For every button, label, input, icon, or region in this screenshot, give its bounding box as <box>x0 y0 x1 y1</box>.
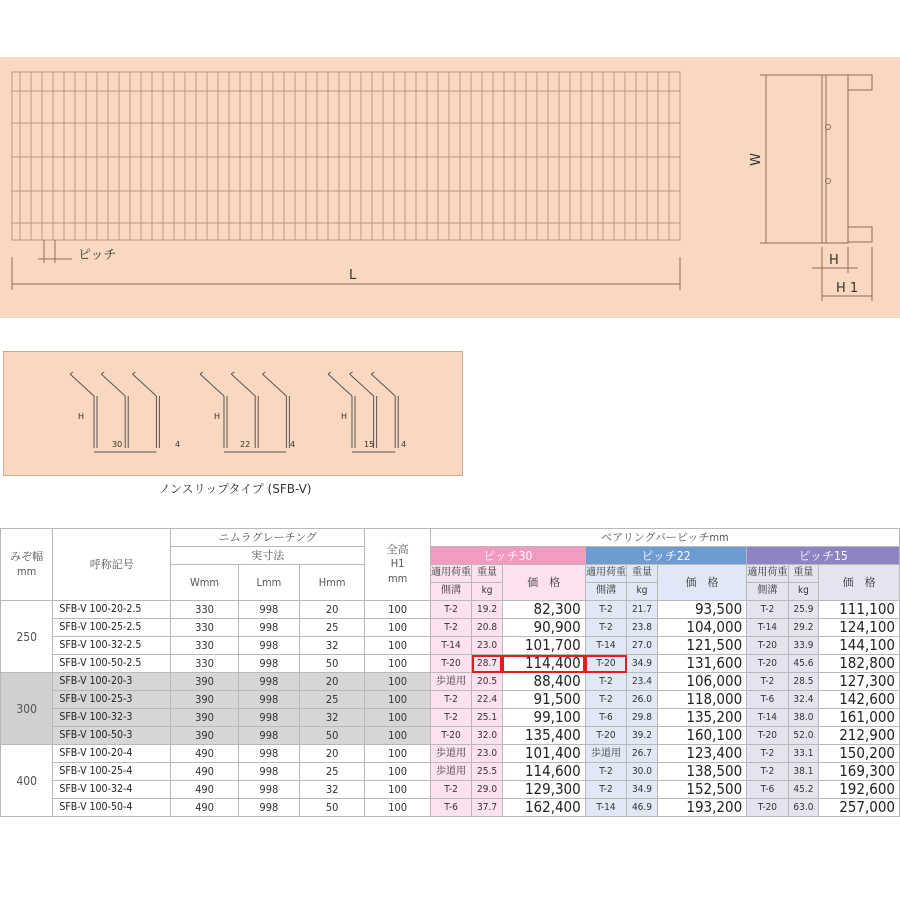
table-row <box>1 673 900 691</box>
weight-cell: 34.9 <box>627 655 658 673</box>
price-cell: 124,100 <box>819 619 900 637</box>
thick-2: 4 <box>290 440 296 449</box>
nml-header: ニムラグレーチング <box>171 529 365 547</box>
table-cell: 50 <box>299 799 364 817</box>
load-cell: T-2 <box>585 673 626 691</box>
load-cell: T-20 <box>747 655 788 673</box>
model-cell: SFB-V 100-50-2.5 <box>53 655 171 673</box>
load-cell: T-2 <box>430 781 471 799</box>
bearing-bar-cross-section <box>4 352 462 475</box>
weight-header: 重量 <box>788 565 819 583</box>
table-cell: 32 <box>299 637 364 655</box>
table-row <box>1 601 900 619</box>
table-cell: 998 <box>238 799 299 817</box>
h-mark-2: H <box>214 412 221 421</box>
dim-22: 22 <box>240 440 251 449</box>
table-cell: 998 <box>238 637 299 655</box>
weight-cell: 34.9 <box>627 781 658 799</box>
table-cell: 100 <box>365 691 430 709</box>
model-cell: SFB-V 100-20-4 <box>53 745 171 763</box>
load-cell: T-2 <box>747 601 788 619</box>
weight-cell: 22.4 <box>472 691 503 709</box>
pitch15-header: ピッチ15 <box>747 547 900 565</box>
price-cell: 114,600 <box>502 763 585 781</box>
grating-plan-drawing <box>0 57 900 318</box>
load-cell: T-2 <box>747 745 788 763</box>
price-cell: 91,500 <box>502 691 585 709</box>
load-cell: 歩道用 <box>430 673 471 691</box>
load-cell: T-14 <box>430 637 471 655</box>
weight-cell: 29.8 <box>627 709 658 727</box>
price-cell: 169,300 <box>819 763 900 781</box>
load-cell: 歩道用 <box>430 763 471 781</box>
table-cell: 998 <box>238 601 299 619</box>
table-cell: 100 <box>365 619 430 637</box>
model-cell: SFB-V 100-32-3 <box>53 709 171 727</box>
kg-header: kg <box>472 583 503 601</box>
price-cell: 123,400 <box>657 745 746 763</box>
table-row <box>1 763 900 781</box>
table-row <box>1 709 900 727</box>
h1-label: H 1 <box>836 281 859 296</box>
weight-header: 重量 <box>627 565 658 583</box>
load-header: 適用荷重 <box>585 565 626 583</box>
load-cell: T-2 <box>585 781 626 799</box>
load-cell: T-20 <box>747 727 788 745</box>
price-cell: 93,500 <box>657 601 746 619</box>
table-cell: 100 <box>365 781 430 799</box>
price-cell: 212,900 <box>819 727 900 745</box>
width-group-cell: 300 <box>1 673 53 745</box>
weight-cell: 26.0 <box>627 691 658 709</box>
width-label: W <box>748 153 764 166</box>
table-cell: 100 <box>365 727 430 745</box>
table-cell: 998 <box>238 673 299 691</box>
price-cell: 152,500 <box>657 781 746 799</box>
weight-cell: 23.8 <box>627 619 658 637</box>
side-header: 側溝 <box>430 583 471 601</box>
price-cell: 88,400 <box>502 673 585 691</box>
top-drawing-panel <box>0 57 900 318</box>
model-cell: SFB-V 100-25-3 <box>53 691 171 709</box>
table-row <box>1 691 900 709</box>
table-cell: 998 <box>238 781 299 799</box>
load-cell: T-6 <box>585 709 626 727</box>
price-cell: 82,300 <box>502 601 585 619</box>
price-cell: 257,000 <box>819 799 900 817</box>
price-cell: 129,300 <box>502 781 585 799</box>
weight-cell: 28.7 <box>472 655 503 673</box>
price-cell: 144,100 <box>819 637 900 655</box>
table-cell: 20 <box>299 673 364 691</box>
weight-cell: 21.7 <box>627 601 658 619</box>
weight-cell: 32.0 <box>472 727 503 745</box>
load-cell: T-14 <box>585 799 626 817</box>
price-cell: 138,500 <box>657 763 746 781</box>
price-cell: 193,200 <box>657 799 746 817</box>
weight-cell: 23.4 <box>627 673 658 691</box>
weight-cell: 20.5 <box>472 673 503 691</box>
price-cell: 161,000 <box>819 709 900 727</box>
price-cell: 106,000 <box>657 673 746 691</box>
table-row <box>1 781 900 799</box>
price-cell: 160,100 <box>657 727 746 745</box>
weight-cell: 23.0 <box>472 745 503 763</box>
weight-cell: 63.0 <box>788 799 819 817</box>
table-cell: 390 <box>171 691 239 709</box>
table-cell: 998 <box>238 727 299 745</box>
table-cell: 998 <box>238 709 299 727</box>
table-cell: 100 <box>365 763 430 781</box>
load-cell: T-20 <box>430 727 471 745</box>
load-cell: T-2 <box>430 709 471 727</box>
pitch22-header: ピッチ22 <box>585 547 746 565</box>
table-cell: 490 <box>171 799 239 817</box>
price-cell: 127,300 <box>819 673 900 691</box>
price-cell: 99,100 <box>502 709 585 727</box>
price-header: 価 格 <box>657 565 746 601</box>
table-cell: 998 <box>238 763 299 781</box>
side-header: 側溝 <box>585 583 626 601</box>
weight-header: 重量 <box>472 565 503 583</box>
weight-cell: 38.0 <box>788 709 819 727</box>
weight-cell: 28.5 <box>788 673 819 691</box>
price-cell: 135,400 <box>502 727 585 745</box>
dim-30: 30 <box>112 440 123 449</box>
col-h-header: Hmm <box>299 565 364 601</box>
load-cell: T-2 <box>430 619 471 637</box>
table-cell: 20 <box>299 601 364 619</box>
price-cell: 131,600 <box>657 655 746 673</box>
table-cell: 32 <box>299 709 364 727</box>
width-group-cell: 250 <box>1 601 53 673</box>
load-cell: T-2 <box>585 763 626 781</box>
load-cell: T-2 <box>585 619 626 637</box>
load-cell: T-2 <box>585 601 626 619</box>
table-cell: 100 <box>365 655 430 673</box>
load-cell: T-20 <box>430 655 471 673</box>
table-cell: 998 <box>238 619 299 637</box>
weight-cell: 38.1 <box>788 763 819 781</box>
weight-cell: 37.7 <box>472 799 503 817</box>
load-cell: T-2 <box>430 691 471 709</box>
weight-cell: 46.9 <box>627 799 658 817</box>
weight-cell: 52.0 <box>788 727 819 745</box>
price-cell: 121,500 <box>657 637 746 655</box>
model-cell: SFB-V 100-32-4 <box>53 781 171 799</box>
weight-cell: 33.9 <box>788 637 819 655</box>
thick-1: 4 <box>175 440 181 449</box>
table-cell: 330 <box>171 601 239 619</box>
table-row <box>1 637 900 655</box>
table-cell: 490 <box>171 745 239 763</box>
load-cell: T-2 <box>747 763 788 781</box>
weight-cell: 29.0 <box>472 781 503 799</box>
weight-cell: 32.4 <box>788 691 819 709</box>
table-cell: 330 <box>171 637 239 655</box>
price-cell: 135,200 <box>657 709 746 727</box>
width-group-cell: 400 <box>1 745 53 817</box>
table-cell: 490 <box>171 781 239 799</box>
load-cell: 歩道用 <box>430 745 471 763</box>
load-cell: T-6 <box>430 799 471 817</box>
weight-cell: 33.1 <box>788 745 819 763</box>
weight-cell: 19.2 <box>472 601 503 619</box>
table-cell: 998 <box>238 655 299 673</box>
price-cell: 104,000 <box>657 619 746 637</box>
weight-cell: 25.1 <box>472 709 503 727</box>
load-cell: T-14 <box>585 637 626 655</box>
weight-cell: 29.2 <box>788 619 819 637</box>
load-cell: T-14 <box>747 619 788 637</box>
table-row <box>1 619 900 637</box>
model-cell: SFB-V 100-50-3 <box>53 727 171 745</box>
load-cell: T-6 <box>747 781 788 799</box>
h-mark-3: H <box>341 412 348 421</box>
table-cell: 330 <box>171 619 239 637</box>
table-cell: 25 <box>299 763 364 781</box>
weight-cell: 45.2 <box>788 781 819 799</box>
weight-cell: 23.0 <box>472 637 503 655</box>
table-cell: 100 <box>365 709 430 727</box>
load-cell: T-20 <box>747 637 788 655</box>
table-row <box>1 655 900 673</box>
price-cell: 162,400 <box>502 799 585 817</box>
h-mark-1: H <box>78 412 85 421</box>
table-cell: 100 <box>365 745 430 763</box>
col-h1-header: 全高 H1 mm <box>365 529 430 601</box>
model-cell: SFB-V 100-20-2.5 <box>53 601 171 619</box>
price-cell: 182,800 <box>819 655 900 673</box>
model-cell: SFB-V 100-50-4 <box>53 799 171 817</box>
table-cell: 100 <box>365 637 430 655</box>
table-cell: 390 <box>171 673 239 691</box>
table-cell: 20 <box>299 745 364 763</box>
table-cell: 390 <box>171 727 239 745</box>
table-cell: 50 <box>299 655 364 673</box>
side-header: 側溝 <box>747 583 788 601</box>
bearing-pitch-header: ベアリングバーピッチmm <box>430 529 899 547</box>
load-cell: T-20 <box>747 799 788 817</box>
load-cell: T-14 <box>747 709 788 727</box>
cross-section-caption: ノンスリップタイプ (SFB-V) <box>158 482 312 496</box>
load-header: 適用荷重 <box>430 565 471 583</box>
price-header: 価 格 <box>502 565 585 601</box>
table-row <box>1 745 900 763</box>
col-l-header: Lmm <box>238 565 299 601</box>
table-cell: 25 <box>299 619 364 637</box>
table-cell: 25 <box>299 691 364 709</box>
load-cell: T-20 <box>585 727 626 745</box>
model-cell: SFB-V 100-25-4 <box>53 763 171 781</box>
table-cell: 32 <box>299 781 364 799</box>
weight-cell: 25.9 <box>788 601 819 619</box>
weight-cell: 20.8 <box>472 619 503 637</box>
spec-price-table <box>0 528 900 817</box>
table-cell: 998 <box>238 745 299 763</box>
length-label: L <box>349 268 357 283</box>
col-width-header: みぞ幅 mm <box>1 529 53 601</box>
kg-header: kg <box>788 583 819 601</box>
price-cell: 150,200 <box>819 745 900 763</box>
price-cell: 111,100 <box>819 601 900 619</box>
load-cell: T-6 <box>747 691 788 709</box>
price-cell: 118,000 <box>657 691 746 709</box>
price-cell: 90,900 <box>502 619 585 637</box>
col-w-header: Wmm <box>171 565 239 601</box>
table-cell: 390 <box>171 709 239 727</box>
dims-header: 実寸法 <box>171 547 365 565</box>
cross-section-panel <box>3 351 463 476</box>
price-cell: 142,600 <box>819 691 900 709</box>
load-cell: 歩道用 <box>585 745 626 763</box>
model-cell: SFB-V 100-32-2.5 <box>53 637 171 655</box>
table-row <box>1 727 900 745</box>
table-cell: 490 <box>171 763 239 781</box>
table-cell: 50 <box>299 727 364 745</box>
load-cell: T-20 <box>585 655 626 673</box>
table-cell: 100 <box>365 673 430 691</box>
table-cell: 100 <box>365 799 430 817</box>
table-row <box>1 799 900 817</box>
price-cell: 101,700 <box>502 637 585 655</box>
pitch-label: ピッチ <box>78 248 117 263</box>
col-model-header: 呼称記号 <box>53 529 171 601</box>
weight-cell: 27.0 <box>627 637 658 655</box>
thick-3: 4 <box>401 440 407 449</box>
pitch30-header: ピッチ30 <box>430 547 585 565</box>
h-label: H <box>829 253 839 268</box>
dim-15: 15 <box>364 440 375 449</box>
price-header: 価 格 <box>819 565 900 601</box>
price-cell: 101,400 <box>502 745 585 763</box>
model-cell: SFB-V 100-20-3 <box>53 673 171 691</box>
price-cell: 192,600 <box>819 781 900 799</box>
weight-cell: 25.5 <box>472 763 503 781</box>
table-cell: 100 <box>365 601 430 619</box>
load-cell: T-2 <box>747 673 788 691</box>
weight-cell: 45.6 <box>788 655 819 673</box>
kg-header: kg <box>627 583 658 601</box>
load-cell: T-2 <box>585 691 626 709</box>
model-cell: SFB-V 100-25-2.5 <box>53 619 171 637</box>
load-cell: T-2 <box>430 601 471 619</box>
weight-cell: 30.0 <box>627 763 658 781</box>
weight-cell: 39.2 <box>627 727 658 745</box>
load-header: 適用荷重 <box>747 565 788 583</box>
weight-cell: 26.7 <box>627 745 658 763</box>
price-cell: 114,400 <box>502 655 585 673</box>
table-cell: 998 <box>238 691 299 709</box>
table-cell: 330 <box>171 655 239 673</box>
